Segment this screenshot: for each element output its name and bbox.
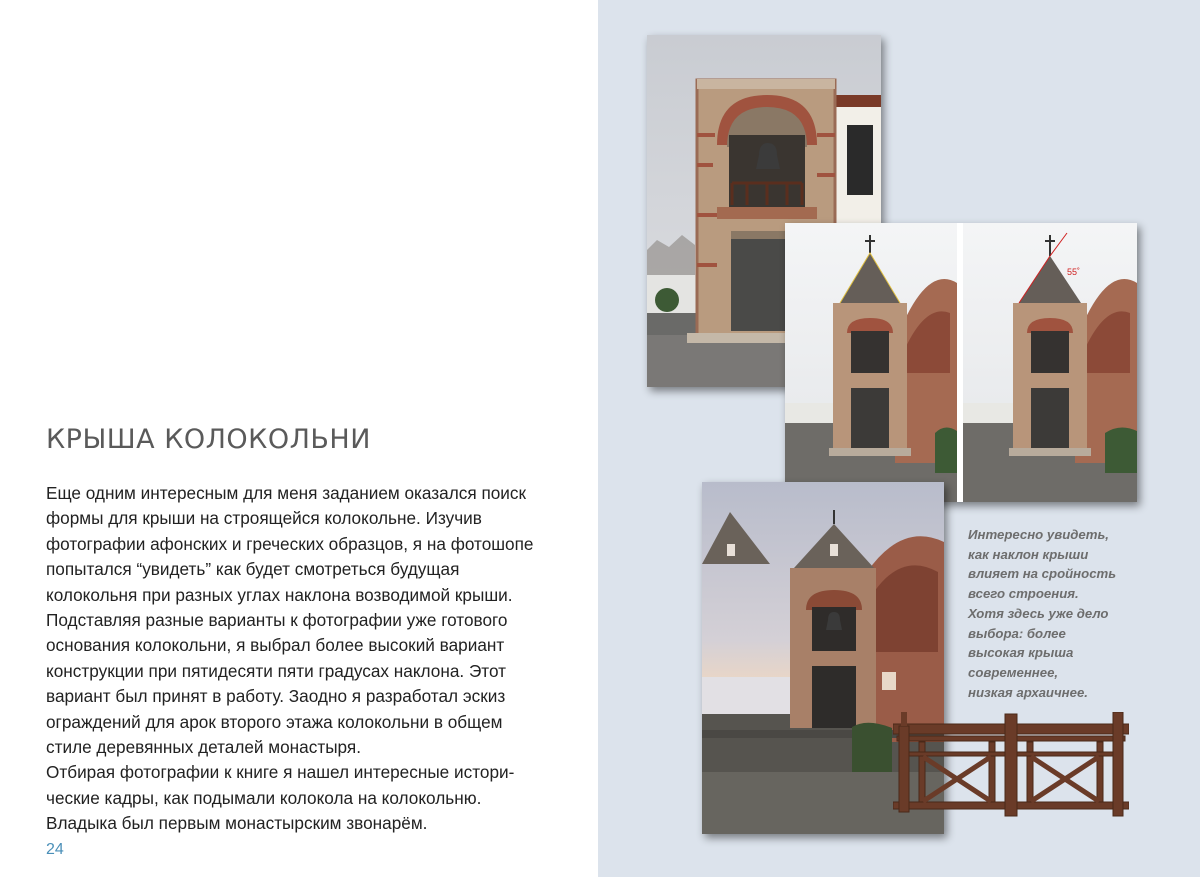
- page-number: 24: [46, 841, 64, 858]
- wooden-railing-sketch: [893, 712, 1129, 820]
- caption-line: выбора: более: [968, 625, 1066, 641]
- page-title: КРЫША КОЛОКОЛЬНИ: [46, 424, 371, 455]
- body-line: основания колокольни, я выбрал более высокий вариант: [46, 635, 505, 656]
- caption-line: Хотя здесь уже дело: [968, 605, 1109, 621]
- left-page: [0, 0, 598, 877]
- caption-line: высокая крыша: [968, 645, 1074, 661]
- body-line: попытался “увидеть” как будет смотреться будущая: [46, 559, 460, 580]
- body-line: Еще одним интересным для меня заданием оказался поиск: [46, 483, 527, 503]
- body-line: конструкции при пятидесяти пяти градусах наклона. Этот: [46, 660, 507, 681]
- angle-label: 55˚: [1067, 267, 1081, 277]
- body-line: фотографии афонских и греческих образцов, я на фотошопе: [46, 533, 534, 554]
- body-line: Отбирая фотографии к книге я нашел интересные истори-: [46, 762, 515, 783]
- body-line: колокольня при разных углах наклона возводимой крыши.: [46, 584, 513, 605]
- body-text: [46, 481, 576, 837]
- body-line: вариант был принят в работу. Заодно я разработал эскиз: [46, 686, 506, 707]
- caption-line: Интересно увидеть,: [968, 527, 1109, 542]
- caption-line: влияет на сройность: [968, 566, 1117, 582]
- caption-line: низкая архаичнее.: [968, 684, 1088, 700]
- photo-caption: [968, 525, 1168, 702]
- caption-line: всего строения.: [968, 586, 1079, 602]
- body-line: ческие кадры, как подымали колокола на колокольню.: [46, 787, 482, 808]
- body-line: формы для крыши на строящейся колокольне. Изучив: [46, 508, 482, 529]
- body-line: ограждений для арок второго этажа колокольни в общем: [46, 711, 503, 732]
- caption-line: современнее,: [968, 664, 1059, 680]
- body-line: стиле деревянных деталей монастыря.: [46, 737, 361, 758]
- caption-line: как наклон крыши: [968, 546, 1089, 562]
- roof-angle-comparison-photo: [785, 223, 1137, 502]
- body-line: Подставляя разные варианты к фотографии уже готового: [46, 610, 508, 631]
- body-line: Владыка был первым монастырским звонарём.: [46, 813, 428, 834]
